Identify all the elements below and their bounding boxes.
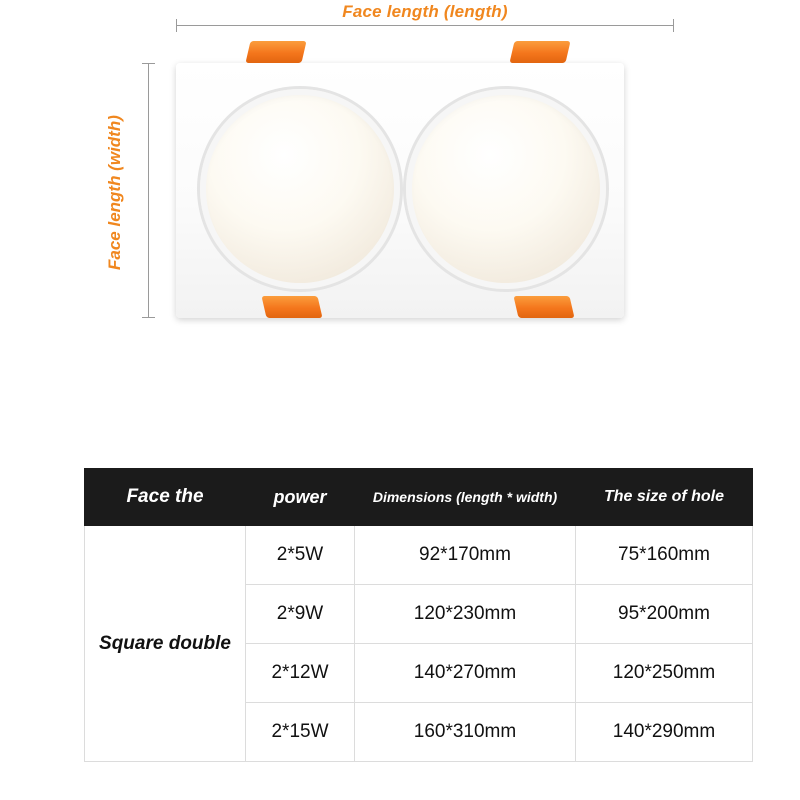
spring-clip-top-right: [509, 41, 570, 63]
cell-hole: 140*290mm: [576, 703, 753, 762]
table-header-row: [85, 469, 753, 526]
lens-right: [406, 89, 606, 289]
spring-clip-bottom-left: [261, 296, 322, 318]
specification-table: [84, 468, 753, 762]
header-power: power: [246, 469, 355, 526]
spring-clip-top-left: [245, 41, 306, 63]
header-hole: The size of hole: [576, 469, 753, 526]
cell-dimensions: 120*230mm: [355, 585, 576, 644]
lens-left: [200, 89, 400, 289]
cell-hole: 120*250mm: [576, 644, 753, 703]
category-cell: Square double: [85, 526, 246, 762]
cell-power: 2*9W: [246, 585, 355, 644]
top-dimension-label: Face length (length): [342, 2, 508, 21]
left-dimension-label: Face length (width): [105, 115, 124, 270]
header-face: Face the: [85, 469, 246, 526]
left-dimension-line: [148, 63, 149, 318]
top-dimension-line: [176, 25, 674, 26]
downlight-body: [176, 63, 624, 318]
cell-dimensions: 140*270mm: [355, 644, 576, 703]
cell-hole: 75*160mm: [576, 526, 753, 585]
header-dimensions: Dimensions (length * width): [355, 469, 576, 526]
cell-dimensions: 160*310mm: [355, 703, 576, 762]
cell-hole: 95*200mm: [576, 585, 753, 644]
cell-power: 2*12W: [246, 644, 355, 703]
spring-clip-bottom-right: [513, 296, 574, 318]
cell-power: 2*15W: [246, 703, 355, 762]
table-row: [85, 526, 753, 585]
cell-dimensions: 92*170mm: [355, 526, 576, 585]
cell-power: 2*5W: [246, 526, 355, 585]
